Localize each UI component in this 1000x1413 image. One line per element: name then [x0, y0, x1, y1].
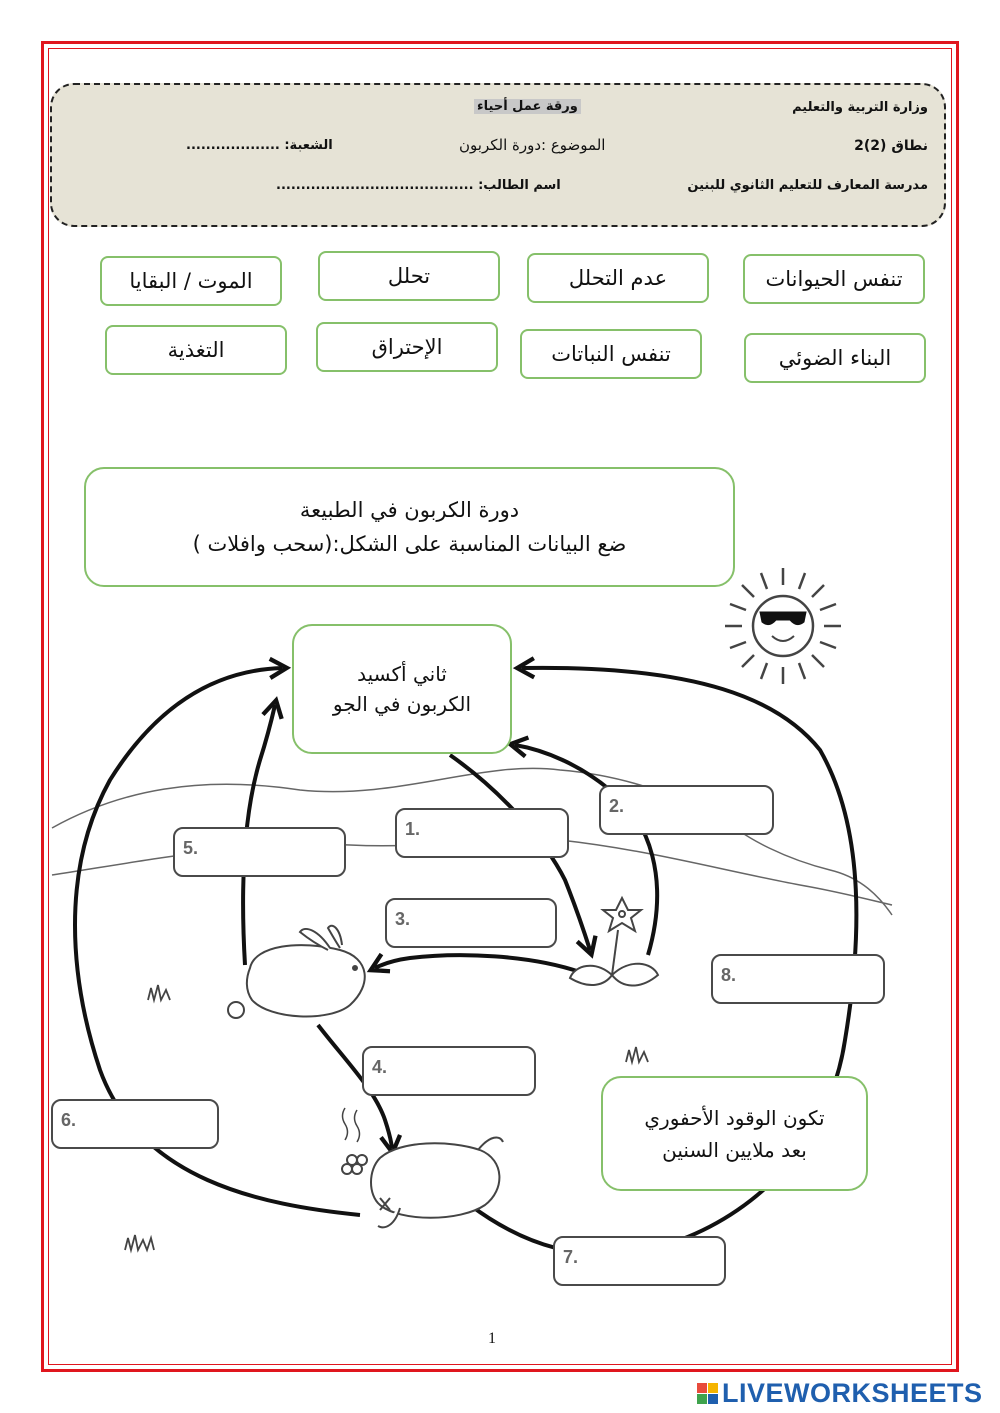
word-decomposition[interactable]: تحلل — [318, 251, 500, 301]
watermark-text: LIVEWORKSHEETS — [722, 1378, 983, 1408]
drop-target-5[interactable]: 5. — [173, 827, 346, 877]
topic-label: الموضوع :دورة الكربون — [459, 136, 606, 154]
instructions-title: دورة الكربون في الطبيعة — [299, 498, 520, 522]
drop-target-3[interactable]: 3. — [385, 898, 557, 948]
word-no-decomposition[interactable]: عدم التحلل — [527, 253, 709, 303]
drop-target-8[interactable]: 8. — [711, 954, 885, 1004]
section-field[interactable]: الشعبة: ................... — [186, 138, 333, 153]
plant-icon — [570, 898, 658, 986]
fossil-fuel-line2: بعد ملايين السنين — [662, 1137, 807, 1162]
word-photosynthesis[interactable]: البناء الضوئي — [744, 333, 926, 383]
drop-target-2[interactable]: 2. — [599, 785, 774, 835]
word-combustion[interactable]: الإحتراق — [316, 322, 498, 372]
sun-icon — [725, 568, 841, 684]
drop-target-1[interactable]: 1. — [395, 808, 569, 858]
fossil-fuel-line1: تكون الوقود الأحفوري — [644, 1105, 825, 1130]
word-feeding[interactable]: التغذية — [105, 325, 287, 375]
word-animal-respiration[interactable]: تنفس الحيوانات — [743, 254, 925, 304]
district-label: نطاق (2)2 — [854, 138, 928, 154]
dead-rabbit-icon — [342, 1108, 503, 1227]
student-name-field[interactable]: اسم الطالب: ........................................ — [276, 178, 561, 193]
co2-box — [292, 624, 512, 754]
drop-target-7[interactable]: 7. — [553, 1236, 726, 1286]
instructions-text: ضع البيانات المناسبة على الشكل:(سحب وافلات ) — [192, 532, 627, 556]
word-death-remains[interactable]: الموت / البقايا — [100, 256, 282, 306]
co2-label-line1: ثاني أكسيد — [357, 662, 447, 686]
school-label: مدرسة المعارف للتعليم الثانوي للبنين — [687, 178, 928, 193]
rabbit-icon — [228, 926, 365, 1018]
word-plant-respiration[interactable]: تنفس النباتات — [520, 329, 702, 379]
page-number: 1 — [488, 1330, 496, 1347]
liveworksheets-watermark — [697, 1378, 983, 1409]
co2-label-line2: الكربون في الجو — [332, 692, 472, 716]
ministry-label: وزارة التربية والتعليم — [792, 100, 928, 115]
worksheet-title-text: ورقة عمل أحياء — [474, 99, 581, 114]
liveworksheets-logo-icon — [697, 1383, 718, 1404]
drop-target-4[interactable]: 4. — [362, 1046, 536, 1096]
fossil-fuel-box — [601, 1076, 868, 1191]
drop-target-6[interactable]: 6. — [51, 1099, 219, 1149]
